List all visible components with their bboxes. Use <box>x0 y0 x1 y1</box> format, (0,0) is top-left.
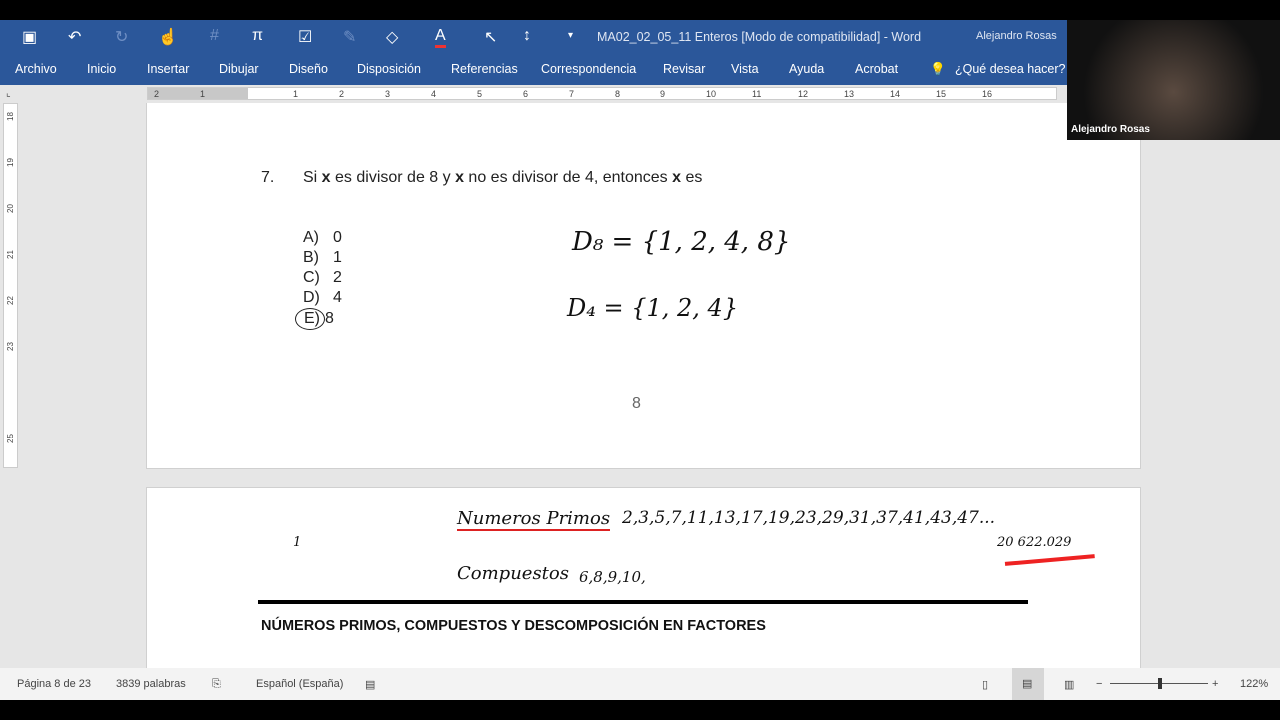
tab-inicio[interactable]: Inicio <box>87 62 117 76</box>
ruler-number: 1 <box>200 89 206 99</box>
ruler-number: 13 <box>844 89 855 99</box>
ruler-number: 4 <box>431 89 437 99</box>
option-b: B) 1 <box>303 249 342 266</box>
option-d: D) 4 <box>303 289 342 306</box>
handwritten-compuestos-label: Compuestos <box>457 563 569 584</box>
ruler-number: 14 <box>890 89 901 99</box>
question-number: 7. <box>261 169 275 186</box>
checkbox-icon[interactable]: ☑ <box>298 29 313 46</box>
zoom-level[interactable]: 122% <box>1240 678 1269 690</box>
ruler-number: 9 <box>660 89 666 99</box>
horizontal-ruler[interactable] <box>0 85 1067 103</box>
ruler-number: 1 <box>293 89 299 99</box>
lightbulb-icon: 💡 <box>930 62 946 76</box>
handwritten-primos-label: Numeros Primos <box>457 508 611 529</box>
handwritten-d8: D₈ = {1, 2, 4, 8} <box>572 227 791 257</box>
option-a: A) 0 <box>303 229 342 246</box>
document-title: MA02_02_05_11 Enteros [Modo de compatibilidad] - Word <box>597 30 922 44</box>
ruler-number: 16 <box>982 89 993 99</box>
ruler-number: 12 <box>798 89 809 99</box>
tab-dibujar[interactable]: Dibujar <box>219 62 259 76</box>
customize-qat-icon[interactable]: ▾ <box>568 30 574 41</box>
handwritten-number: 20 622.029 <box>997 535 1072 550</box>
document-area[interactable] <box>0 103 1280 668</box>
red-pen-stroke <box>1005 554 1095 570</box>
undo-icon[interactable]: ↶ <box>68 29 82 46</box>
tab-disposicion[interactable]: Disposición <box>357 62 421 76</box>
accessibility-icon[interactable]: ▤ <box>365 679 376 691</box>
option-c: C) 2 <box>303 269 342 286</box>
heading-rule <box>258 600 1028 604</box>
word-count[interactable]: 3839 palabras <box>116 678 186 690</box>
question-text: Si x es divisor de 8 y x no es divisor de 4, entonces x es <box>303 169 703 186</box>
tab-insertar[interactable]: Insertar <box>147 62 190 76</box>
handwritten-d4: D₄ = {1, 2, 4} <box>567 294 739 322</box>
ruler-number: 10 <box>706 89 717 99</box>
handwritten-compuestos-list: 6,8,9,10, <box>579 568 646 586</box>
zoom-out-button[interactable]: − <box>1096 678 1103 690</box>
web-layout-icon[interactable]: ▥ <box>1064 679 1075 691</box>
ruler-number: 15 <box>936 89 947 99</box>
ruler-number: 21 <box>5 250 15 259</box>
shapes-icon[interactable]: ◇ <box>386 29 399 46</box>
document-page-8[interactable] <box>146 103 1141 469</box>
ruler-number: 3 <box>385 89 391 99</box>
equation-icon[interactable]: π <box>252 27 264 44</box>
font-color-icon[interactable]: A <box>435 27 446 48</box>
tab-selector-icon[interactable]: ⌞ <box>6 88 11 99</box>
option-e: E) 8 <box>303 308 342 330</box>
ruler-number: 22 <box>5 296 15 305</box>
line-spacing-icon[interactable]: ↕ <box>523 27 531 44</box>
print-layout-icon[interactable]: ▤ <box>1012 668 1044 700</box>
ruler-number: 6 <box>523 89 529 99</box>
tell-me-search[interactable]: ¿Qué desea hacer? <box>955 62 1066 76</box>
handwritten-primos-list: 2,3,5,7,11,13,17,19,23,29,31,37,41,43,47... <box>622 508 996 528</box>
ruler-number: 5 <box>477 89 483 99</box>
page-count[interactable]: Página 8 de 23 <box>17 678 92 690</box>
track-icon[interactable]: ✎ <box>343 29 357 46</box>
vertical-ruler[interactable] <box>3 103 18 468</box>
save-icon[interactable]: ▣ <box>22 29 38 46</box>
tab-acrobat[interactable]: Acrobat <box>855 62 899 76</box>
ruler-number: 2 <box>154 89 160 99</box>
ruler-number: 7 <box>569 89 575 99</box>
ruler-number: 20 <box>5 204 15 213</box>
zoom-in-button[interactable]: + <box>1212 678 1219 690</box>
user-name[interactable]: Alejandro Rosas <box>976 30 1057 42</box>
webcam-overlay <box>1067 20 1280 140</box>
webcam-name: Alejandro Rosas <box>1071 124 1150 135</box>
tab-revisar[interactable]: Revisar <box>663 62 706 76</box>
tab-ayuda[interactable]: Ayuda <box>789 62 825 76</box>
document-page-9[interactable] <box>146 487 1141 668</box>
tab-archivo[interactable]: Archivo <box>15 62 57 76</box>
ruler-number: 19 <box>5 158 15 167</box>
answer-options <box>303 228 342 330</box>
tab-correspondencia[interactable]: Correspondencia <box>541 62 637 76</box>
read-mode-icon[interactable]: ▯ <box>982 679 989 691</box>
tab-referencias[interactable]: Referencias <box>451 62 518 76</box>
tab-diseno[interactable]: Diseño <box>289 62 328 76</box>
touch-mode-icon[interactable]: ☝ <box>158 29 178 46</box>
ruler-number: 18 <box>5 112 15 121</box>
ruler-number: 25 <box>5 434 15 443</box>
redo-icon[interactable]: ↻ <box>115 29 129 46</box>
handwritten-one: 1 <box>293 535 302 550</box>
proofing-icon[interactable]: ⎘ <box>212 678 221 690</box>
format-painter-icon[interactable]: # <box>210 27 219 44</box>
zoom-slider-thumb[interactable] <box>1158 678 1162 689</box>
tab-vista[interactable]: Vista <box>731 62 759 76</box>
status-bar <box>0 668 1280 700</box>
select-cursor-icon[interactable]: ↖ <box>484 29 498 46</box>
ruler-number: 23 <box>5 342 15 351</box>
ruler-number: 8 <box>615 89 621 99</box>
language[interactable]: Español (España) <box>256 678 344 690</box>
page-number: 8 <box>632 395 641 412</box>
section-heading: NÚMEROS PRIMOS, COMPUESTOS Y DESCOMPOSICIÓN EN FACTORES <box>261 618 766 634</box>
ruler-number: 2 <box>339 89 345 99</box>
ruler-number: 11 <box>752 89 762 99</box>
